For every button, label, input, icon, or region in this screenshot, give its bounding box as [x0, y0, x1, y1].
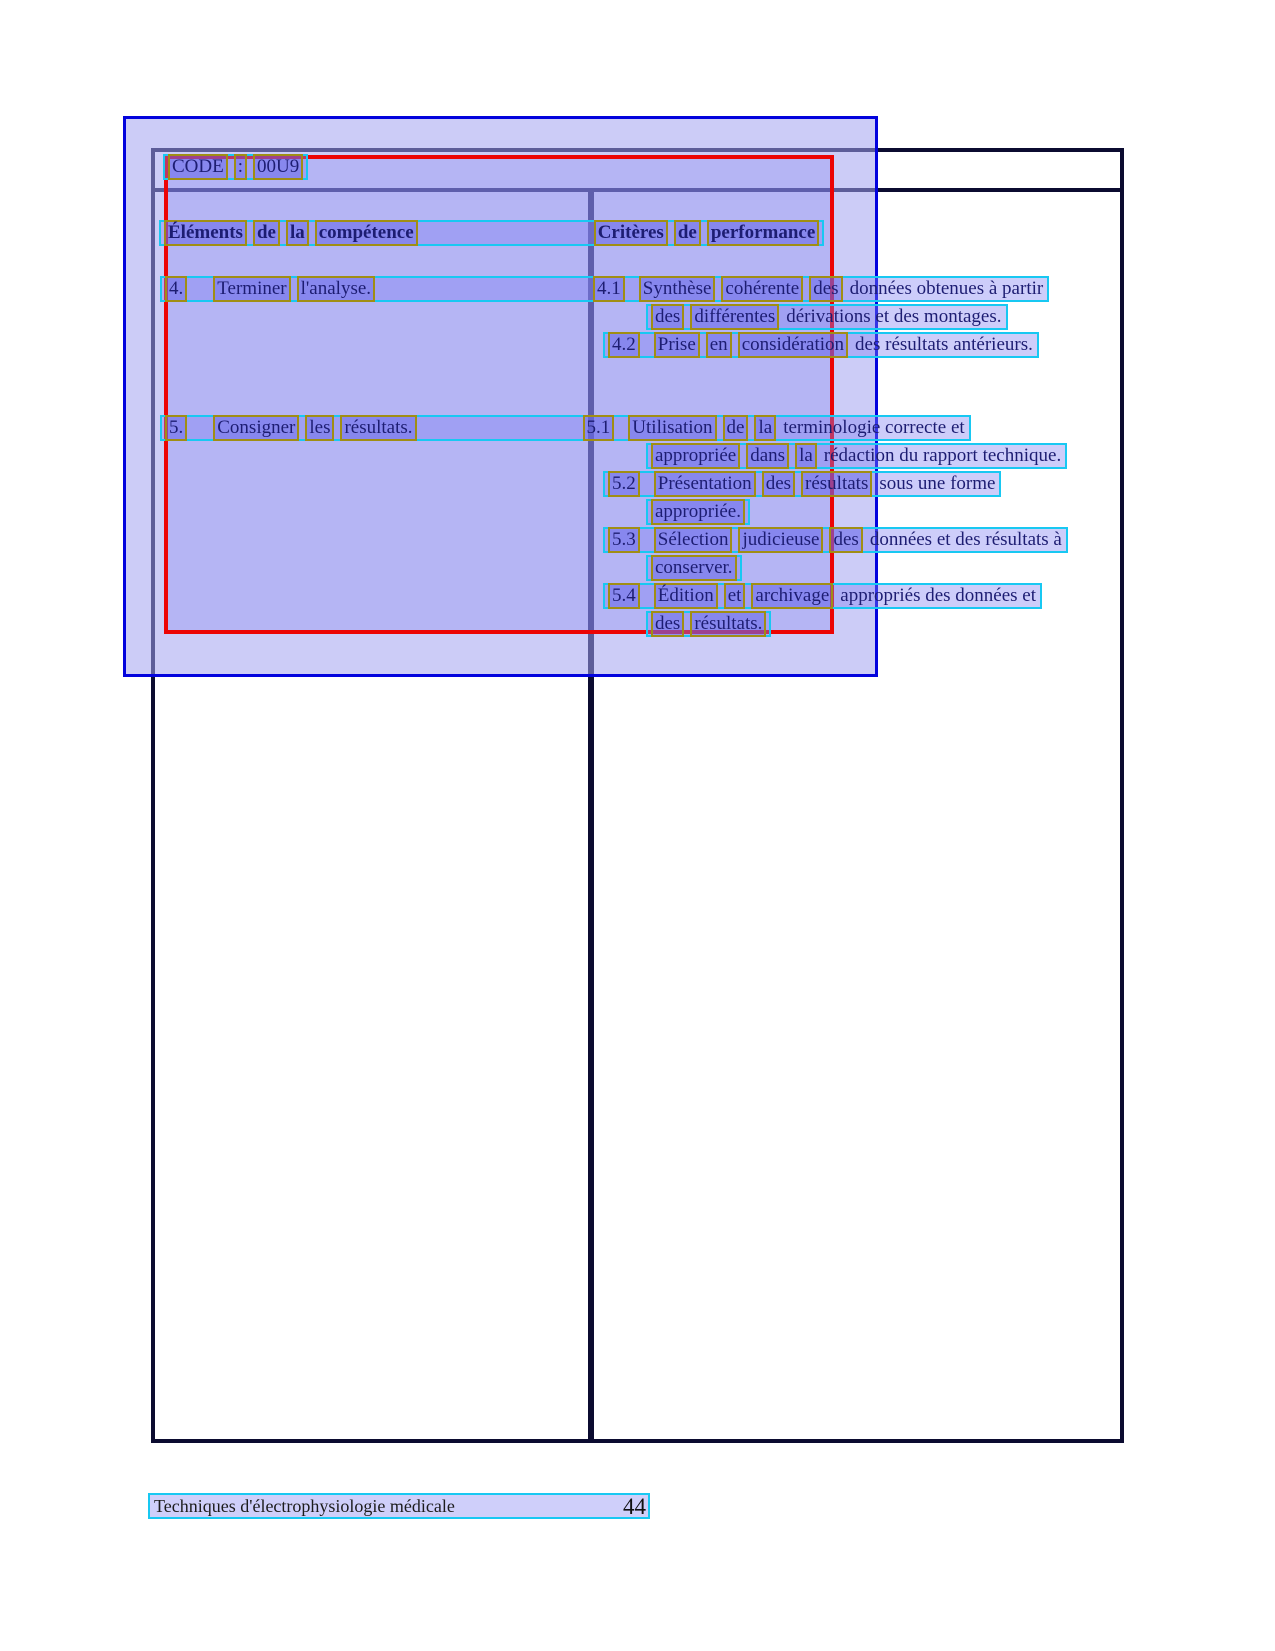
word-box: 5.1 [583, 415, 615, 441]
word-box: Prise [654, 332, 700, 358]
word-box: des [762, 471, 795, 497]
word-box: en [706, 332, 732, 358]
word-box: 5.2 [608, 471, 640, 497]
word-box: appropriée. [651, 499, 745, 525]
word-box: des [809, 276, 842, 302]
word-box: des [651, 304, 684, 330]
word-box: Sélection [654, 527, 733, 553]
word-box: appropriée [651, 443, 740, 469]
row5-line2 [646, 443, 1067, 469]
row4-line1 [160, 276, 1049, 302]
word-box: cohérente [721, 276, 803, 302]
word-box: dans [746, 443, 789, 469]
word-box: Éléments [164, 220, 247, 246]
text-run: données et des résultats à [869, 529, 1062, 550]
word-box: 5.4 [608, 583, 640, 609]
text-run: appropriés des données et [840, 585, 1037, 606]
word-box: de [674, 220, 701, 246]
word-box: l'analyse. [297, 276, 375, 302]
word-box: 4.1 [593, 276, 625, 302]
text-run: rédaction du rapport technique. [823, 445, 1062, 466]
row4-line3 [603, 332, 1039, 358]
footer-line-box [148, 1493, 650, 1519]
text-run: sous une forme [879, 473, 996, 494]
word-box: Critères [594, 220, 668, 246]
row5-line5 [603, 527, 1068, 553]
word-box: CODE [168, 154, 228, 180]
word-box: performance [707, 220, 819, 246]
word-box: Terminer [213, 276, 290, 302]
word-box: 4. [165, 276, 187, 302]
row5-line7 [603, 583, 1042, 609]
text-run: terminologie correcte et [783, 417, 965, 438]
word-box: les [305, 415, 334, 441]
word-box: Présentation [654, 471, 756, 497]
text-run: des résultats antérieurs. [855, 334, 1033, 355]
word-box: Synthèse [639, 276, 716, 302]
code-line [163, 154, 308, 180]
column-headers-line [159, 220, 824, 246]
word-box: Édition [654, 583, 718, 609]
text-run: données obtenues à partir [849, 278, 1044, 299]
word-box: 00U9 [253, 154, 303, 180]
word-box: de [723, 415, 749, 441]
word-box: et [724, 583, 746, 609]
word-box: résultats. [340, 415, 416, 441]
word-box: 5. [165, 415, 187, 441]
footer-title: Techniques d'électrophysiologie médicale [154, 1495, 455, 1516]
text-run: dérivations et des montages. [786, 306, 1002, 327]
row4-line2 [646, 304, 1008, 330]
word-box: des [651, 611, 684, 637]
word-box: de [253, 220, 280, 246]
word-box: Utilisation [628, 415, 716, 441]
word-box: compétence [315, 220, 418, 246]
word-box: la [286, 220, 309, 246]
word-box: résultats [801, 471, 872, 497]
row5-line1 [160, 415, 971, 441]
row5-line4 [646, 499, 750, 525]
page-number: 44 [623, 1493, 646, 1519]
word-box: la [795, 443, 817, 469]
row5-line6 [646, 555, 742, 581]
word-box: archivage [751, 583, 833, 609]
word-box: judicieuse [738, 527, 823, 553]
word-box: Consigner [213, 415, 299, 441]
word-box: considération [738, 332, 848, 358]
word-box: : [234, 154, 247, 180]
word-box: résultats. [690, 611, 766, 637]
word-box: 4.2 [608, 332, 640, 358]
word-box: des [829, 527, 862, 553]
row5-line3 [603, 471, 1001, 497]
row5-line8 [646, 611, 771, 637]
word-box: conserver. [651, 555, 737, 581]
word-box: 5.3 [608, 527, 640, 553]
word-box: la [754, 415, 776, 441]
word-box: différentes [690, 304, 779, 330]
